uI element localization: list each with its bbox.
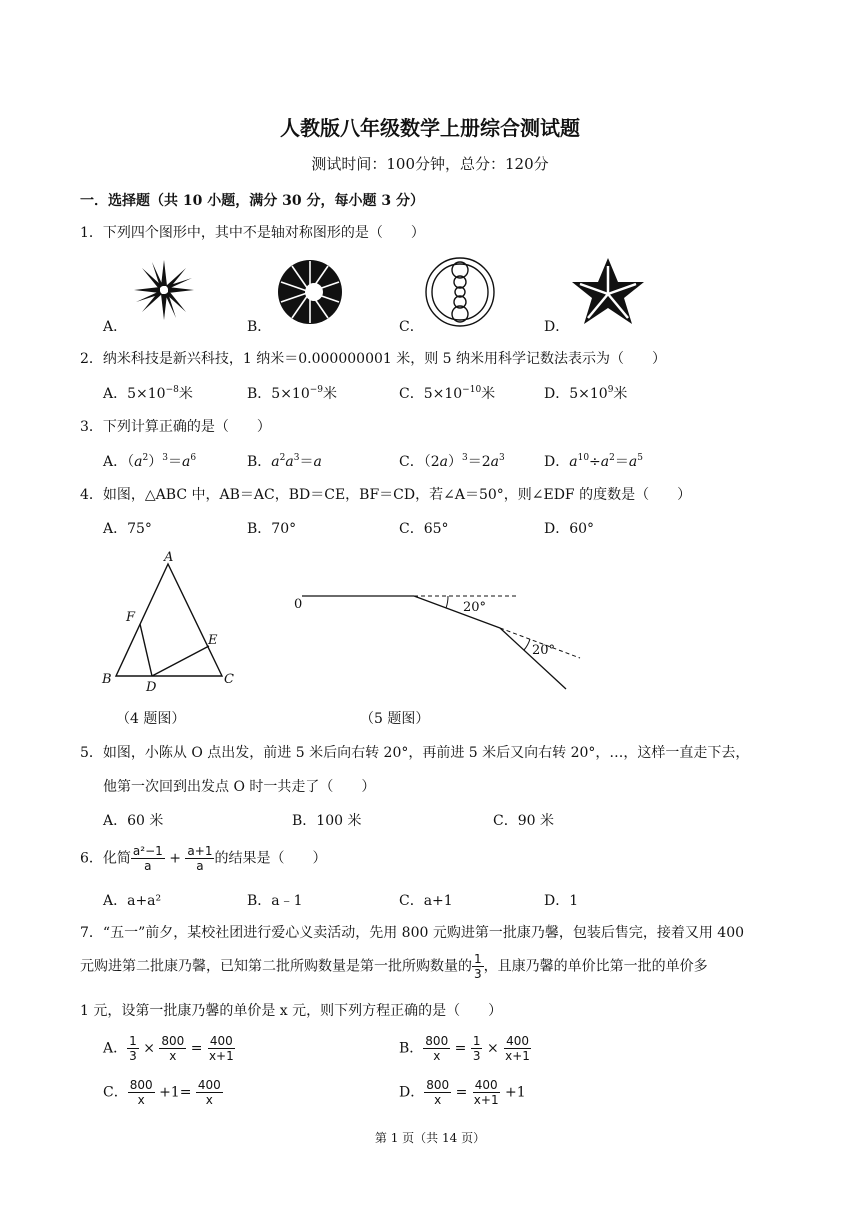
question-2-text: 2．纳米科技是新兴科技，1 纳米＝0.000000001 米，则 5 纳米用科学记数法表示为（ ） <box>80 351 667 367</box>
question-5-option-c: C．90 米 <box>493 813 554 829</box>
question-6-option-a: A．a+a² <box>103 893 162 909</box>
figure-5-angle-1: 20° <box>463 600 487 615</box>
question-6-option-d: D．1 <box>544 893 579 909</box>
figure-4-label-d: D <box>146 680 157 695</box>
figure-4-label-a: A <box>164 550 174 565</box>
question-5-option-a: A．60 米 <box>103 813 164 829</box>
question-6-option-b: B．a﹣1 <box>247 893 303 909</box>
question-1-option-c-label: C． <box>399 319 424 335</box>
question-1-text: 1．下列四个图形中，其中不是轴对称图形的是（ ） <box>80 225 425 241</box>
question-5-line-1: 5．如图，小陈从 O 点出发，前进 5 米后向右转 20°，再前进 5 米后又向右转 20°，…，这样一直走下去， <box>80 745 750 761</box>
figure-5-path <box>290 584 590 696</box>
figure-1d-star-icon <box>570 256 646 328</box>
question-7-option-d: D． $\frac{800}{x}$ = $\frac{400}{x+1}$ +1 <box>399 1078 526 1107</box>
figure-4-label-c: C <box>224 672 234 687</box>
question-3-option-d: D．$a^{10}\div a^2=a^5$ <box>544 453 643 470</box>
question-2-option-c: C．$5\times 10^{-10}$米 <box>399 385 496 402</box>
question-6-option-c: C．a+1 <box>399 893 453 909</box>
figure-5-angle-2: 20° <box>532 643 556 658</box>
figure-1c-circles-icon <box>424 256 496 328</box>
figure-5-caption: （5 题图） <box>360 711 430 727</box>
question-2-option-a: A．$5\times 10^{-8}$米 <box>103 385 193 402</box>
figure-4-label-f: F <box>126 610 136 625</box>
question-5-option-b: B．100 米 <box>292 813 362 829</box>
figure-4-label-b: B <box>102 672 112 687</box>
question-4-option-c: C．65° <box>399 521 449 537</box>
question-5-line-2: 他第一次回到出发点 O 时一共走了（ ） <box>103 779 376 795</box>
question-1-option-d-label: D． <box>544 319 570 335</box>
question-7-option-b: B． $\frac{800}{x}$ = $\frac{1}{3}$ × $\frac{400}{x+1}$ <box>399 1034 530 1063</box>
page-subtitle: 测试时间：100分钟，总分：120分 <box>311 155 549 173</box>
figure-4-caption: （4 题图） <box>116 711 186 727</box>
figure-1a-starburst-icon <box>130 256 198 324</box>
question-4-option-d: D．60° <box>544 521 595 537</box>
question-2-option-d: D．$5\times 10^9$米 <box>544 385 628 402</box>
question-7-line-2: 元购进第二批康乃馨，已知第二批所购数量是第一批所购数量的 $\frac{1}{3}$ ，且康乃馨的单价比第一批的单价多 <box>80 952 708 981</box>
question-3-option-b: B．$a^2a^3=a$ <box>247 453 322 470</box>
question-6-text: 6．化简 $\frac{\text{a²−1}}{a}$ + $\frac{a+1}{a}$ 的结果是（ ） <box>80 844 327 873</box>
question-4-option-a: A．75° <box>103 521 152 537</box>
question-1-option-a-label: A． <box>103 319 128 335</box>
figure-5-origin-label: 0 <box>294 597 303 612</box>
question-7-option-a: A． $\frac{1}{3}$ × $\frac{800}{x}$ = $\frac{400}{x+1}$ <box>103 1034 234 1063</box>
figure-4-triangle <box>96 548 246 696</box>
question-7-line-1: 7．“五一”前夕，某校社团进行爱心义卖活动，先用 800 元购进第一批康乃馨，包装后售完，接着又用 400 <box>80 925 745 941</box>
question-4-option-b: B．70° <box>247 521 297 537</box>
question-3-text: 3．下列计算正确的是（ ） <box>80 419 271 435</box>
question-2-option-b: B．$5\times 10^{-9}$米 <box>247 385 338 402</box>
page-title: 人教版八年级数学上册综合测试题 <box>280 116 580 140</box>
figure-1b-spiral-icon <box>276 258 344 326</box>
question-7-line-3: 1 元，设第一批康乃馨的单价是 x 元，则下列方程正确的是（ ） <box>80 1003 503 1019</box>
section-heading: 一．选择题（共 10 小题，满分 30 分，每小题 3 分） <box>80 193 424 209</box>
question-4-text: 4．如图，△ABC 中，AB＝AC，BD＝CE，BF＝CD，若∠A＝50°，则∠EDF 的度数是（ ） <box>80 487 692 503</box>
question-7-option-c: C． $\frac{800}{x}$ +1= $\frac{400}{x}$ <box>103 1078 221 1107</box>
question-1-option-b-label: B． <box>247 319 272 335</box>
page-footer: 第 1 页（共 14 页） <box>374 1131 486 1145</box>
question-3-option-a: A．$(a^2)^3=a^6$ <box>103 453 197 470</box>
figure-4-label-e: E <box>208 633 218 648</box>
question-3-option-c: C．$(2a)^3=2a^3$ <box>399 453 505 470</box>
